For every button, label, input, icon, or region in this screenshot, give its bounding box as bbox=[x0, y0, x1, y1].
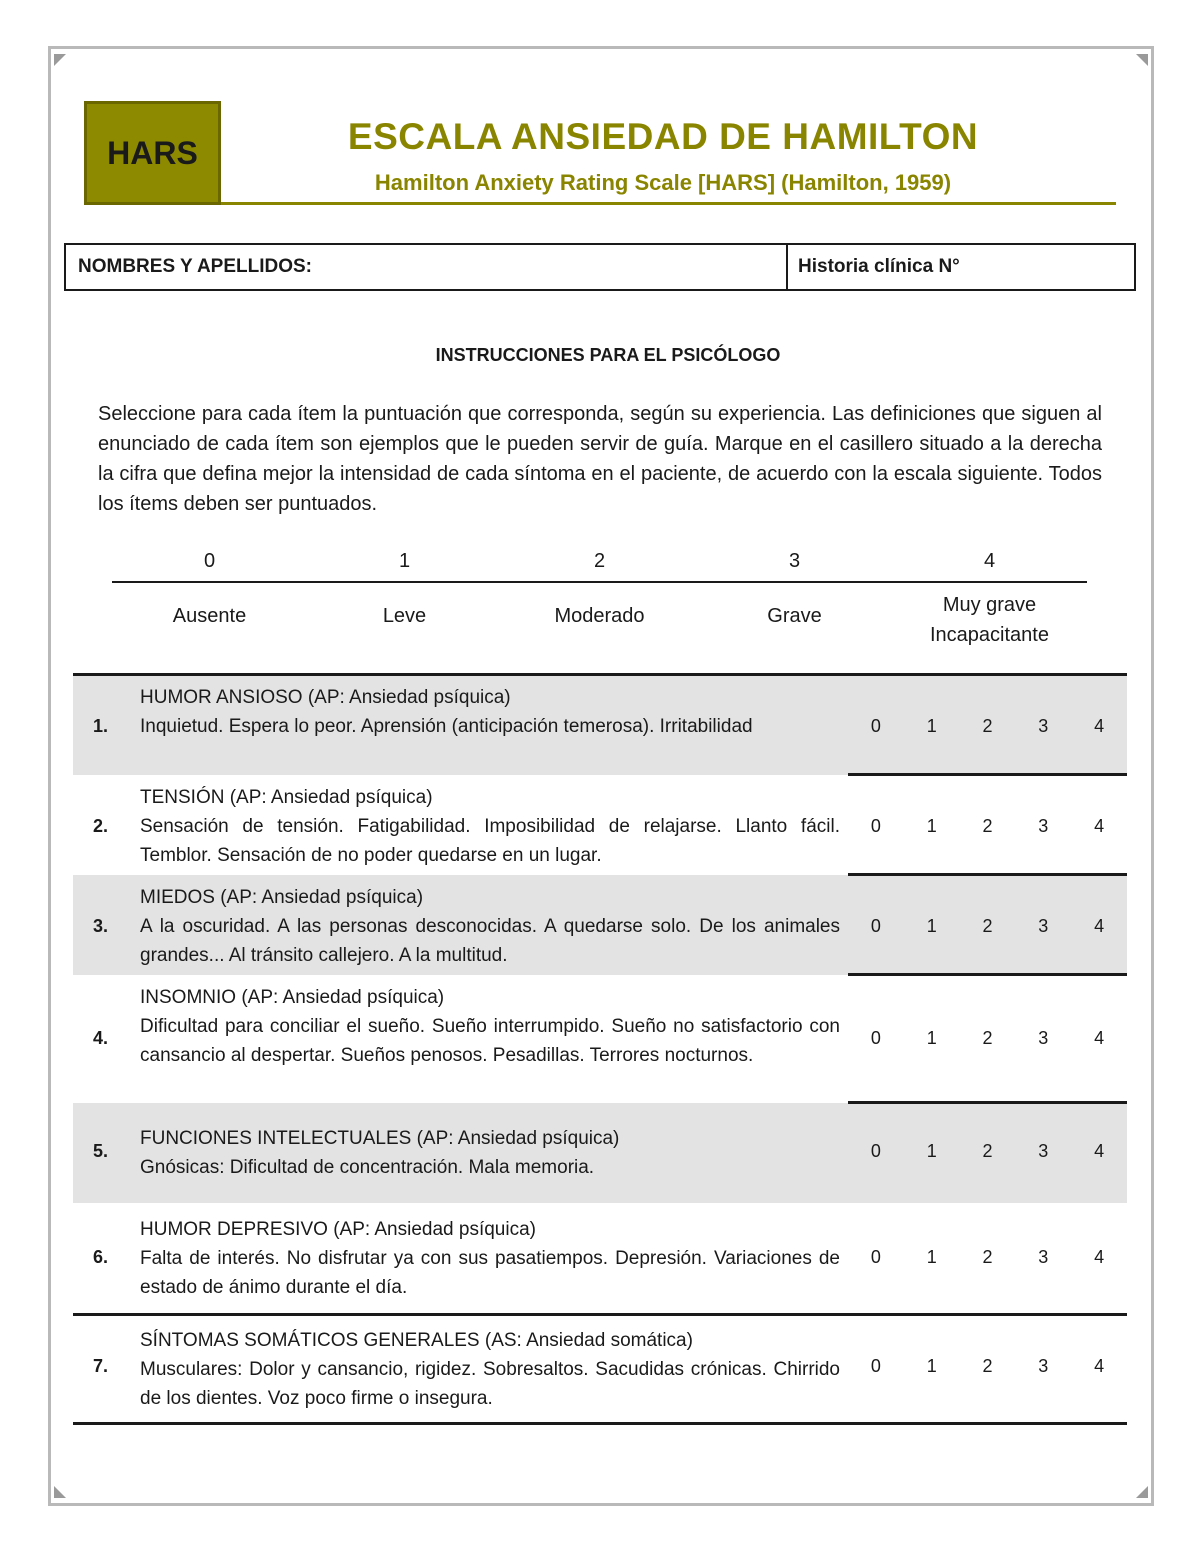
score-option[interactable]: 2 bbox=[982, 1247, 993, 1267]
item-text bbox=[140, 883, 840, 970]
score-option[interactable]: 1 bbox=[926, 1356, 937, 1376]
score-option[interactable]: 3 bbox=[1038, 1247, 1049, 1267]
score-option[interactable]: 3 bbox=[1038, 816, 1049, 836]
item-number: 4. bbox=[93, 1028, 109, 1048]
row-divider bbox=[73, 673, 1127, 676]
item-number: 7. bbox=[93, 1356, 109, 1376]
item-description: Musculares: Dolor y cansancio, rigidez. Sobresaltos. Sacudidas crónicas. Chirrido de los dientes. Voz poco firme o insegura. bbox=[140, 1359, 840, 1409]
score-option[interactable]: 0 bbox=[870, 916, 881, 936]
score-option[interactable]: 0 bbox=[870, 716, 881, 736]
score-option[interactable]: 4 bbox=[1094, 1028, 1105, 1048]
page-subtitle: Hamilton Anxiety Rating Scale [HARS] (Hamilton, 1959) bbox=[374, 170, 952, 195]
score-options bbox=[848, 1141, 1127, 1162]
score-option[interactable]: 0 bbox=[870, 816, 881, 836]
score-option[interactable]: 3 bbox=[1038, 1356, 1049, 1376]
score-options bbox=[848, 916, 1127, 937]
score-option[interactable]: 2 bbox=[982, 816, 993, 836]
score-options bbox=[848, 816, 1127, 837]
item-text bbox=[140, 983, 840, 1070]
score-option[interactable]: 3 bbox=[1038, 716, 1049, 736]
scale-label: Grave bbox=[767, 605, 822, 627]
item-description: Inquietud. Espera lo peor. Aprensión (anticipación temerosa). Irritabilidad bbox=[140, 716, 753, 737]
item-text bbox=[140, 1215, 840, 1302]
score-options bbox=[848, 1247, 1127, 1268]
instructions-body: Seleccione para cada ítem la puntuación que corresponda, según su experiencia. Las definiciones que siguen al enunciado de cada ítem son ejemplos que le pueden servir de guía. Marque en el casillero situado a la derecha la cifra que defina mejor la intensidad de cada síntoma en el paciente, de acuerdo con la escala siguiente. Todos los ítems deben ser puntuados. bbox=[98, 403, 1102, 515]
row-divider bbox=[73, 1313, 1127, 1316]
item-description: Sensación de tensión. Fatigabilidad. Imposibilidad de relajarse. Llanto fácil. Temblor. Sensación de no poder quedarse en un lugar. bbox=[140, 816, 840, 866]
item-description: Dificultad para conciliar el sueño. Sueño interrumpido. Sueño no satisfactorio con cansancio al despertar. Sueños penosos. Pesadillas. Terrores nocturnos. bbox=[140, 1016, 840, 1066]
item-title: HUMOR DEPRESIVO (AP: Ansiedad psíquica) bbox=[140, 1219, 536, 1240]
score-options bbox=[848, 1028, 1127, 1049]
item-title: FUNCIONES INTELECTUALES (AP: Ansiedad psíquica) bbox=[140, 1128, 620, 1149]
item-number: 5. bbox=[93, 1141, 109, 1161]
item-text bbox=[140, 1124, 840, 1182]
item-row bbox=[73, 1203, 1127, 1315]
row-divider bbox=[848, 1101, 1127, 1104]
item-description: A la oscuridad. A las personas desconocidas. A quedarse solo. De los animales grandes... Al tránsito callejero. A la multitud. bbox=[140, 916, 840, 966]
score-option[interactable]: 1 bbox=[926, 1141, 937, 1161]
score-option[interactable]: 2 bbox=[982, 1356, 993, 1376]
item-description: Gnósicas: Dificultad de concentración. Mala memoria. bbox=[140, 1157, 595, 1178]
score-option[interactable]: 2 bbox=[982, 1028, 993, 1048]
scale-value: 2 bbox=[593, 550, 606, 572]
row-divider bbox=[848, 873, 1127, 876]
scale-label-line: Incapacitante bbox=[930, 624, 1049, 646]
item-row bbox=[73, 775, 1127, 875]
item-description: Falta de interés. No disfrutar ya con sus pasatiempos. Depresión. Variaciones de estado de ánimo durante el día. bbox=[140, 1248, 840, 1298]
item-row bbox=[73, 1315, 1127, 1425]
scale-label: Leve bbox=[382, 605, 427, 627]
score-option[interactable]: 1 bbox=[926, 1028, 937, 1048]
corner-ornament bbox=[54, 54, 66, 66]
item-text bbox=[140, 783, 840, 870]
row-divider bbox=[848, 973, 1127, 976]
item-number: 3. bbox=[93, 916, 109, 936]
score-option[interactable]: 0 bbox=[870, 1356, 881, 1376]
score-option[interactable]: 2 bbox=[982, 1141, 993, 1161]
scale-value: 0 bbox=[203, 550, 216, 572]
corner-ornament bbox=[1136, 54, 1148, 66]
score-option[interactable]: 3 bbox=[1038, 1141, 1049, 1161]
score-options bbox=[848, 716, 1127, 737]
item-row bbox=[73, 875, 1127, 975]
score-option[interactable]: 0 bbox=[870, 1141, 881, 1161]
item-number: 6. bbox=[93, 1247, 109, 1267]
scale-label: Moderado bbox=[554, 605, 645, 627]
scale-divider bbox=[112, 581, 1087, 583]
title-divider bbox=[221, 202, 1116, 205]
score-options bbox=[848, 1356, 1127, 1377]
item-title: SÍNTOMAS SOMÁTICOS GENERALES (AS: Ansiedad somática) bbox=[140, 1330, 693, 1351]
page-title: ESCALA ANSIEDAD DE HAMILTON bbox=[347, 116, 979, 157]
score-option[interactable]: 4 bbox=[1094, 1356, 1105, 1376]
item-title: INSOMNIO (AP: Ansiedad psíquica) bbox=[140, 987, 445, 1008]
score-option[interactable]: 3 bbox=[1038, 916, 1049, 936]
score-option[interactable]: 4 bbox=[1094, 1247, 1105, 1267]
item-title: MIEDOS (AP: Ansiedad psíquica) bbox=[140, 887, 424, 908]
instructions-heading: INSTRUCCIONES PARA EL PSICÓLOGO bbox=[435, 345, 781, 365]
scale-value: 1 bbox=[398, 550, 411, 572]
score-option[interactable]: 4 bbox=[1094, 916, 1105, 936]
score-option[interactable]: 1 bbox=[926, 716, 937, 736]
score-option[interactable]: 1 bbox=[926, 816, 937, 836]
patient-name-field[interactable]: NOMBRES Y APELLIDOS: bbox=[66, 245, 788, 289]
corner-ornament bbox=[54, 1486, 66, 1498]
item-text bbox=[140, 683, 840, 741]
clinical-history-field[interactable]: Historia clínica N° bbox=[798, 256, 960, 277]
item-row bbox=[73, 1103, 1127, 1203]
scale-label: Ausente bbox=[172, 605, 247, 627]
scale-label-line: Muy grave bbox=[942, 594, 1037, 616]
score-option[interactable]: 4 bbox=[1094, 816, 1105, 836]
item-row bbox=[73, 975, 1127, 1103]
score-option[interactable]: 3 bbox=[1038, 1028, 1049, 1048]
item-title: TENSIÓN (AP: Ansiedad psíquica) bbox=[140, 787, 433, 808]
score-option[interactable]: 2 bbox=[982, 916, 993, 936]
patient-id-box bbox=[64, 243, 1136, 291]
score-option[interactable]: 0 bbox=[870, 1028, 881, 1048]
item-row bbox=[73, 675, 1127, 775]
score-option[interactable]: 4 bbox=[1094, 1141, 1105, 1161]
item-title: HUMOR ANSIOSO (AP: Ansiedad psíquica) bbox=[140, 687, 511, 708]
score-option[interactable]: 4 bbox=[1094, 716, 1105, 736]
score-option[interactable]: 1 bbox=[926, 1247, 937, 1267]
scale-value: 3 bbox=[788, 550, 801, 572]
item-number: 2. bbox=[93, 816, 109, 836]
scale-value: 4 bbox=[983, 550, 996, 572]
row-divider bbox=[848, 773, 1127, 776]
hars-logo: HARS bbox=[84, 101, 221, 205]
item-text bbox=[140, 1326, 840, 1413]
item-number: 1. bbox=[93, 716, 109, 736]
score-option[interactable]: 2 bbox=[982, 716, 993, 736]
score-option[interactable]: 1 bbox=[926, 916, 937, 936]
score-option[interactable]: 0 bbox=[870, 1247, 881, 1267]
corner-ornament bbox=[1136, 1486, 1148, 1498]
scale-label bbox=[892, 590, 1087, 650]
